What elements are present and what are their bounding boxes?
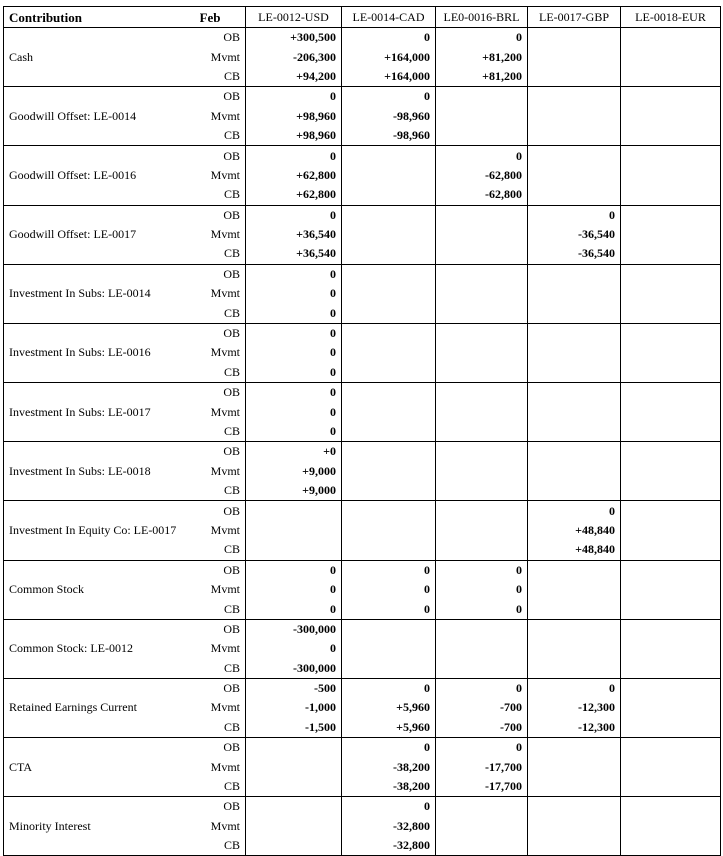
value-cell: -32,800	[342, 836, 436, 856]
column-header: LE-0014-CAD	[342, 7, 436, 28]
table-body	[4, 28, 721, 856]
value-cell	[436, 462, 528, 481]
value-cell: 0	[436, 599, 528, 619]
value-cell	[621, 817, 721, 836]
value-cell	[246, 757, 342, 776]
value-cell	[621, 363, 721, 383]
balance-type: OB	[223, 385, 240, 400]
value-cell: -700	[436, 698, 528, 717]
value-cell	[621, 738, 721, 758]
value-cell	[436, 422, 528, 442]
balance-type: Mvmt	[210, 345, 240, 360]
value-cell: +62,800	[246, 166, 342, 185]
value-cell	[621, 718, 721, 738]
value-cell	[528, 323, 621, 343]
value-cell: 0	[436, 28, 528, 48]
value-cell	[621, 402, 721, 421]
value-cell	[528, 343, 621, 362]
contribution-table	[3, 6, 721, 856]
balance-type: CB	[200, 244, 246, 264]
value-cell	[621, 303, 721, 323]
balance-type: Mvmt	[210, 227, 240, 242]
value-cell: -38,200	[342, 777, 436, 797]
column-header: LE-0017-GBP	[528, 7, 621, 28]
value-cell	[342, 264, 436, 284]
balance-type: OB	[223, 207, 240, 222]
column-header: LE0-0016-BRL	[436, 7, 528, 28]
balance-type: OB	[223, 621, 240, 636]
value-cell	[621, 28, 721, 48]
value-cell	[528, 126, 621, 146]
value-cell	[621, 659, 721, 679]
value-cell	[246, 521, 342, 540]
value-cell	[342, 303, 436, 323]
account-label: Investment In Subs: LE-0017	[4, 383, 200, 442]
value-cell	[621, 343, 721, 362]
value-cell	[528, 422, 621, 442]
value-cell: -300,000	[246, 659, 342, 679]
value-cell	[342, 383, 436, 403]
value-cell	[436, 817, 528, 836]
value-cell	[621, 698, 721, 717]
balance-type: Mvmt	[210, 108, 240, 123]
table-row	[4, 442, 721, 462]
value-cell	[342, 244, 436, 264]
value-cell	[342, 659, 436, 679]
value-cell: +36,540	[246, 244, 342, 264]
value-cell	[436, 619, 528, 639]
balance-type: OB	[223, 681, 240, 696]
value-cell: 0	[342, 28, 436, 48]
value-cell: 0	[528, 205, 621, 225]
value-cell	[528, 462, 621, 481]
value-cell: 0	[528, 501, 621, 521]
value-cell: 0	[436, 738, 528, 758]
value-cell: +94,200	[246, 67, 342, 87]
value-cell: +81,200	[436, 47, 528, 66]
value-cell	[621, 797, 721, 817]
value-cell	[621, 777, 721, 797]
value-cell	[621, 323, 721, 343]
value-cell	[528, 777, 621, 797]
value-cell: 0	[246, 402, 342, 421]
value-cell: 0	[246, 264, 342, 284]
value-cell: 0	[246, 284, 342, 303]
account-label: Goodwill Offset: LE-0017	[4, 205, 200, 264]
value-cell: +164,000	[342, 47, 436, 66]
value-cell	[528, 757, 621, 776]
value-cell	[246, 501, 342, 521]
value-cell	[621, 225, 721, 244]
value-cell	[246, 777, 342, 797]
value-cell	[621, 87, 721, 107]
value-cell	[436, 126, 528, 146]
value-cell: 0	[342, 560, 436, 580]
value-cell: 0	[342, 678, 436, 698]
account-label: CTA	[4, 738, 200, 797]
value-cell: -300,000	[246, 619, 342, 639]
value-cell	[246, 738, 342, 758]
value-cell	[436, 442, 528, 462]
account-label: Goodwill Offset: LE-0014	[4, 87, 200, 146]
value-cell: +164,000	[342, 67, 436, 87]
column-header: LE-0012-USD	[246, 7, 342, 28]
value-cell	[342, 422, 436, 442]
value-cell	[246, 836, 342, 856]
value-cell: -38,200	[342, 757, 436, 776]
value-cell: -500	[246, 678, 342, 698]
value-cell	[436, 244, 528, 264]
value-cell: -12,300	[528, 718, 621, 738]
balance-type: Mvmt	[210, 286, 240, 301]
value-cell	[436, 225, 528, 244]
value-cell	[342, 225, 436, 244]
value-cell: 0	[246, 303, 342, 323]
table-row	[4, 738, 721, 758]
value-cell: 0	[342, 87, 436, 107]
balance-type: Mvmt	[210, 167, 240, 182]
value-cell	[528, 107, 621, 126]
balance-type: CB	[200, 540, 246, 560]
value-cell: +0	[246, 442, 342, 462]
balance-type: Mvmt	[210, 700, 240, 715]
value-cell	[621, 185, 721, 205]
table-row	[4, 383, 721, 403]
value-cell	[528, 185, 621, 205]
value-cell	[621, 107, 721, 126]
balance-type: OB	[223, 444, 240, 459]
balance-type: OB	[223, 503, 240, 518]
table-row	[4, 501, 721, 521]
table-row	[4, 619, 721, 639]
account-label: Common Stock: LE-0012	[4, 619, 200, 678]
balance-type: CB	[200, 363, 246, 383]
value-cell	[621, 67, 721, 87]
value-cell: 0	[246, 323, 342, 343]
balance-type: CB	[200, 422, 246, 442]
value-cell: 0	[246, 599, 342, 619]
value-cell: 0	[528, 678, 621, 698]
balance-type: Mvmt	[210, 522, 240, 537]
value-cell: 0	[246, 205, 342, 225]
value-cell	[436, 303, 528, 323]
value-cell	[342, 185, 436, 205]
value-cell: 0	[246, 560, 342, 580]
value-cell: -1,000	[246, 698, 342, 717]
value-cell	[342, 501, 436, 521]
value-cell	[342, 481, 436, 501]
account-label: Investment In Subs: LE-0016	[4, 323, 200, 382]
balance-type: OB	[223, 89, 240, 104]
account-label: Goodwill Offset: LE-0016	[4, 146, 200, 205]
value-cell: 0	[246, 383, 342, 403]
value-cell	[621, 244, 721, 264]
value-cell: -36,540	[528, 244, 621, 264]
value-cell: 0	[246, 580, 342, 599]
value-cell	[342, 402, 436, 421]
value-cell: +48,840	[528, 540, 621, 560]
value-cell: 0	[342, 599, 436, 619]
value-cell	[528, 67, 621, 87]
value-cell	[621, 501, 721, 521]
balance-type: OB	[223, 799, 240, 814]
value-cell	[528, 738, 621, 758]
balance-type: CB	[200, 659, 246, 679]
value-cell	[528, 599, 621, 619]
value-cell: -98,960	[342, 107, 436, 126]
account-label: Minority Interest	[4, 797, 200, 856]
balance-type: CB	[200, 185, 246, 205]
value-cell	[436, 659, 528, 679]
value-cell: +9,000	[246, 462, 342, 481]
value-cell	[436, 363, 528, 383]
balance-type: CB	[200, 481, 246, 501]
table-row	[4, 264, 721, 284]
value-cell: -206,300	[246, 47, 342, 66]
value-cell	[528, 659, 621, 679]
value-cell	[621, 580, 721, 599]
value-cell	[436, 540, 528, 560]
value-cell: 0	[246, 146, 342, 166]
value-cell: +300,500	[246, 28, 342, 48]
balance-type: Mvmt	[210, 463, 240, 478]
value-cell	[246, 540, 342, 560]
value-cell: -32,800	[342, 817, 436, 836]
balance-type: CB	[200, 599, 246, 619]
period-header: Feb	[200, 7, 246, 28]
value-cell	[436, 383, 528, 403]
value-cell: -12,300	[528, 698, 621, 717]
value-cell	[436, 284, 528, 303]
value-cell	[246, 797, 342, 817]
value-cell	[621, 678, 721, 698]
value-cell	[436, 107, 528, 126]
balance-type: Mvmt	[210, 404, 240, 419]
value-cell	[528, 836, 621, 856]
value-cell	[342, 442, 436, 462]
contribution-header: Contribution	[4, 7, 200, 28]
value-cell: 0	[246, 343, 342, 362]
value-cell: +5,960	[342, 718, 436, 738]
value-cell: -36,540	[528, 225, 621, 244]
value-cell	[621, 619, 721, 639]
value-cell	[528, 619, 621, 639]
balance-type: CB	[200, 303, 246, 323]
value-cell: 0	[342, 580, 436, 599]
account-label: Investment In Equity Co: LE-0017	[4, 501, 200, 560]
value-cell	[342, 323, 436, 343]
value-cell	[342, 521, 436, 540]
value-cell	[621, 146, 721, 166]
value-cell	[342, 363, 436, 383]
value-cell	[436, 343, 528, 362]
value-cell	[621, 521, 721, 540]
value-cell	[528, 383, 621, 403]
table-row	[4, 560, 721, 580]
value-cell: 0	[436, 580, 528, 599]
value-cell: 0	[246, 422, 342, 442]
value-cell: -1,500	[246, 718, 342, 738]
value-cell: +81,200	[436, 67, 528, 87]
balance-type: Mvmt	[210, 818, 240, 833]
balance-type: OB	[223, 148, 240, 163]
value-cell	[621, 599, 721, 619]
account-label: Investment In Subs: LE-0014	[4, 264, 200, 323]
value-cell: -62,800	[436, 166, 528, 185]
value-cell	[436, 481, 528, 501]
balance-type: CB	[200, 718, 246, 738]
value-cell	[621, 481, 721, 501]
balance-type: Mvmt	[210, 759, 240, 774]
value-cell	[342, 343, 436, 362]
value-cell	[528, 284, 621, 303]
value-cell: +9,000	[246, 481, 342, 501]
value-cell	[528, 817, 621, 836]
value-cell: -17,700	[436, 777, 528, 797]
account-label: Investment In Subs: LE-0018	[4, 442, 200, 501]
value-cell	[342, 462, 436, 481]
value-cell	[621, 560, 721, 580]
value-cell: +48,840	[528, 521, 621, 540]
value-cell: 0	[342, 738, 436, 758]
header-row	[4, 7, 721, 28]
value-cell	[528, 28, 621, 48]
value-cell	[621, 126, 721, 146]
value-cell	[528, 166, 621, 185]
value-cell	[621, 264, 721, 284]
table-row	[4, 87, 721, 107]
value-cell	[528, 797, 621, 817]
value-cell	[621, 284, 721, 303]
value-cell: -98,960	[342, 126, 436, 146]
value-cell	[621, 442, 721, 462]
value-cell	[342, 639, 436, 658]
balance-type: OB	[223, 740, 240, 755]
balance-type: Mvmt	[210, 49, 240, 64]
balance-type: Mvmt	[210, 641, 240, 656]
value-cell	[436, 402, 528, 421]
value-cell: +98,960	[246, 107, 342, 126]
balance-type: CB	[200, 836, 246, 856]
balance-type: CB	[200, 777, 246, 797]
value-cell: +5,960	[342, 698, 436, 717]
table-row	[4, 323, 721, 343]
value-cell: -700	[436, 718, 528, 738]
value-cell: 0	[246, 639, 342, 658]
value-cell	[528, 146, 621, 166]
value-cell: 0	[246, 87, 342, 107]
table-row	[4, 28, 721, 48]
value-cell: -17,700	[436, 757, 528, 776]
value-cell	[528, 560, 621, 580]
table-row	[4, 797, 721, 817]
value-cell	[621, 422, 721, 442]
value-cell	[621, 166, 721, 185]
value-cell	[342, 166, 436, 185]
value-cell	[528, 639, 621, 658]
value-cell	[342, 205, 436, 225]
value-cell: +98,960	[246, 126, 342, 146]
value-cell	[342, 619, 436, 639]
value-cell	[621, 757, 721, 776]
value-cell	[528, 264, 621, 284]
balance-type: CB	[200, 126, 246, 146]
value-cell	[528, 363, 621, 383]
value-cell	[621, 540, 721, 560]
value-cell	[528, 580, 621, 599]
balance-type: CB	[200, 67, 246, 87]
value-cell	[621, 462, 721, 481]
value-cell	[528, 87, 621, 107]
account-label: Retained Earnings Current	[4, 678, 200, 737]
value-cell	[621, 383, 721, 403]
value-cell	[528, 303, 621, 323]
value-cell	[436, 521, 528, 540]
balance-type: OB	[223, 562, 240, 577]
account-label: Common Stock	[4, 560, 200, 619]
balance-type: OB	[223, 266, 240, 281]
value-cell	[528, 442, 621, 462]
value-cell: 0	[436, 678, 528, 698]
value-cell	[436, 205, 528, 225]
value-cell: -62,800	[436, 185, 528, 205]
value-cell	[621, 205, 721, 225]
value-cell	[342, 146, 436, 166]
value-cell	[528, 481, 621, 501]
value-cell	[436, 264, 528, 284]
column-header: LE-0018-EUR	[621, 7, 721, 28]
value-cell	[528, 47, 621, 66]
value-cell	[621, 836, 721, 856]
value-cell	[342, 540, 436, 560]
value-cell: +62,800	[246, 185, 342, 205]
balance-type: OB	[223, 326, 240, 341]
table-row	[4, 146, 721, 166]
balance-type: OB	[223, 30, 240, 45]
balance-type: Mvmt	[210, 582, 240, 597]
value-cell	[621, 47, 721, 66]
account-label: Cash	[4, 28, 200, 87]
value-cell: 0	[436, 146, 528, 166]
value-cell: 0	[246, 363, 342, 383]
value-cell: 0	[436, 560, 528, 580]
value-cell	[436, 836, 528, 856]
value-cell	[436, 323, 528, 343]
table-row	[4, 205, 721, 225]
value-cell	[246, 817, 342, 836]
value-cell	[342, 284, 436, 303]
value-cell	[436, 87, 528, 107]
value-cell	[436, 797, 528, 817]
value-cell	[436, 501, 528, 521]
value-cell	[436, 639, 528, 658]
value-cell: +36,540	[246, 225, 342, 244]
value-cell	[528, 402, 621, 421]
value-cell	[621, 639, 721, 658]
table-row	[4, 678, 721, 698]
value-cell: 0	[342, 797, 436, 817]
